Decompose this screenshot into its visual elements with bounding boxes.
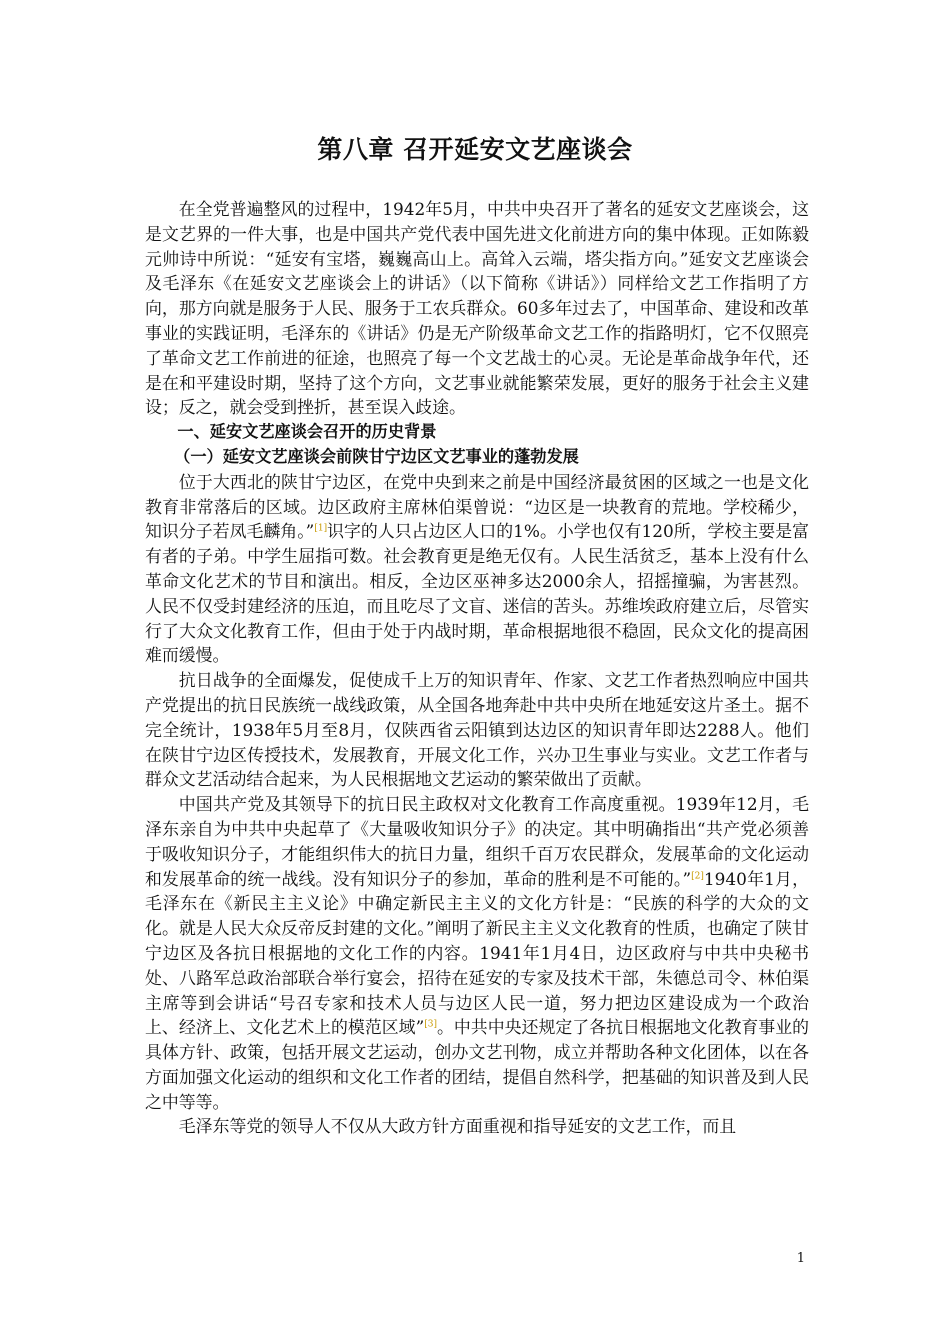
paragraph-leaders: [145, 1114, 809, 1139]
section-heading-text: 一、延安文艺座谈会召开的历史背景: [177, 422, 437, 442]
paragraph-text: 在全党普遍整风的过程中，1942年5月，中共中央召开了著名的延安文艺座谈会，这是文艺界的一件大事，也是中国共产党代表中国先进文化前进方向的集中体现。正如陈毅元帅诗中所说：“延安有宝塔，巍巍高山上。高耸入云端，塔尖指方向。”延安文艺座谈会及毛泽东《在延安文艺座谈会上的讲话》（以下简称《讲话》）同样给文艺工作指明了方向，那方向就是服务于人民、服务于工农兵群众。60多年过去了，中国革命、建设和改革事业的实践证明，毛泽东的《讲话》仍是无产阶级革命文艺工作的指路明灯，它不仅照亮了革命文艺工作前进的征途，也照亮了每一个文艺战士的心灵。无论是革命战争年代，还是在和平建设时期，坚持了这个方向，文艺事业就能繁荣发展，更好的服务于社会主义建设；反之，就会受到挫折，甚至误入歧途。: [145, 199, 809, 418]
footnote-ref-1[interactable]: [1]: [314, 523, 328, 534]
paragraph-text: 毛泽东等党的领导人不仅从大政方针方面重视和指导延安的文艺工作，而且: [178, 1116, 737, 1137]
paragraph-war: [145, 668, 809, 792]
subsection-heading: [145, 445, 809, 470]
paragraph-text: 中国共产党及其领导下的抗日民主政权对文化教育工作高度重视。1939年12月，毛泽东亲自为中共中央起草了《大量吸收知识分子》的决定。其中明确指出“共产党必须善于吸收知识分子，才能组织伟大的抗日力量，组织千百万农民群众，发展革命的文化运动和发展革命的统一战线。没有知识分子的参加，革命的胜利是不可能的。”: [145, 794, 809, 889]
document-body: [145, 197, 809, 1139]
paragraph-text: 抗日战争的全面爆发，促使成千上万的知识青年、作家、文艺工作者热烈响应中国共产党提出的抗日民族统一战线政策，从全国各地奔赴中共中央所在地延安这片圣土。据不完全统计，1938年5月至8月，仅陕西省云阳镇到达边区的知识青年即达2288人。他们在陕甘宁边区传授技术，发展教育，开展文化工作，兴办卫生事业与实业。文艺工作者与群众文艺活动结合起来，为人民根据地文艺运动的繁荣做出了贡献。: [145, 670, 809, 790]
paragraph-text: 1940年1月，毛泽东在《新民主主义论》中确定新民主主义的文化方针是：“民族的科学的大众的文化。就是人民大众反帝反封建的文化。”阐明了新民主主义文化教育的性质，也确定了陕甘宁边区及各抗日根据地的文化工作的内容。1941年1月4日，边区政府与中共中央秘书处、八路军总政治部联合举行宴会，招待在延安的专家及技术干部，朱德总司令、林伯渠主席等到会讲话“号召专家和技术人员与边区人民一道，努力把边区建设成为一个政治上、经济上、文化艺术上的模范区域”: [145, 868, 809, 1038]
page-number: 1: [796, 1251, 805, 1266]
subsection-heading-text: （一）延安文艺座谈会前陕甘宁边区文艺事业的蓬勃发展: [174, 446, 579, 466]
paragraph-policy: [145, 792, 809, 1114]
paragraph-text: 识字的人只占边区人口的1%。小学也仅有120所，学校主要是富有者的子弟。中学生屈指可数。社会教育更是绝无仅有。人民生活贫乏，基本上没有什么革命文化艺术的节目和演出。相反，全边区巫神多达2000余人，招摇撞骗，为害甚烈。人民不仅受封建经济的压迫，而且吃尽了文盲、迷信的苦头。苏维埃政府建立后，尽管实行了大众文化教育工作，但由于处于内战时期，革命根据地很不稳固，民众文化的提高困难而缓慢。: [145, 521, 809, 666]
footnote-ref-2[interactable]: [2]: [691, 870, 704, 881]
paragraph-intro: [145, 197, 809, 420]
footnote-ref-3[interactable]: [3]: [424, 1019, 437, 1030]
paragraph-border-region: [145, 470, 809, 668]
paragraph-text: 位于大西北的陕甘宁边区，在党中央到来之前是中国经济最贫困的区域之一也是文化教育非常落后的区域。边区政府主席林伯渠曾说：“边区是一块教育的荒地。学校稀少，知识分子若凤毛麟角。”: [145, 471, 809, 542]
page-title: 第八章 召开延安文艺座谈会: [317, 135, 633, 164]
paragraph-text: 。中共中央还规定了各抗日根据地文化教育事业的具体方针、政策，包括开展文艺运动，创办文艺刊物，成立并帮助各种文化团体，以在各方面加强文化运动的组织和文化工作者的团结，提倡自然科学，把基础的知识普及到人民之中等等。: [145, 1017, 810, 1112]
section-heading: [145, 420, 809, 445]
